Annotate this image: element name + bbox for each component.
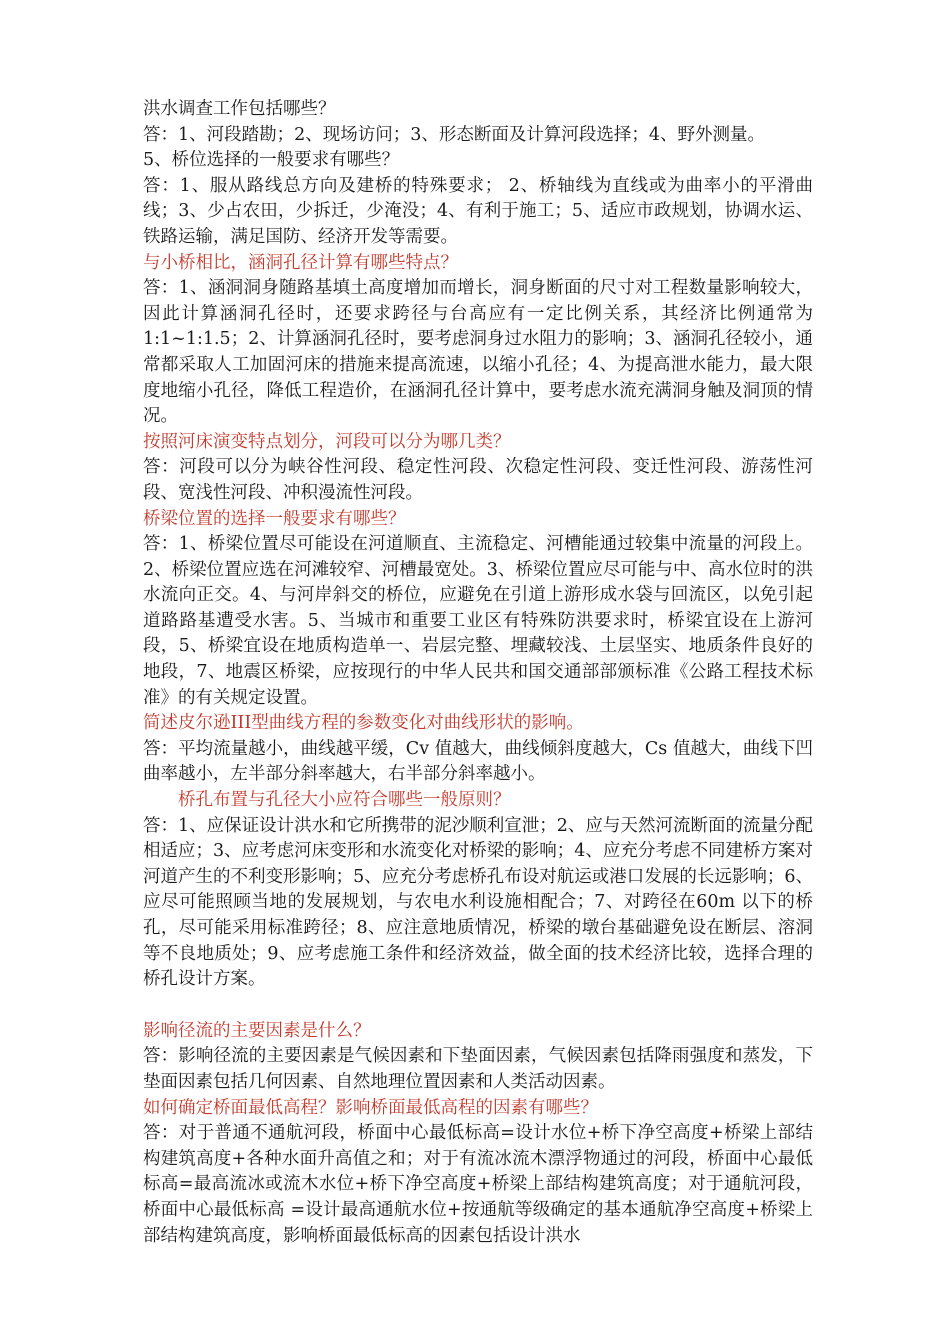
question-8: 影响径流的主要因素是什么？	[143, 1020, 371, 1041]
question-3: 与小桥相比，涵洞孔径计算有哪些特点？	[143, 252, 458, 273]
answer-2: 答：1、服从路线总方向及建桥的特殊要求； 2、桥轴线为直线或为曲率小的平滑曲线；3、少占农田，少拆迁，少淹没；4、有利于施工；5、适应市政规划，协调水运、铁路运输，满足国防、经济开发等需要。	[143, 175, 813, 247]
question-9: 如何确定桥面最低高程？影响桥面最低高程的因素有哪些？	[143, 1097, 598, 1118]
answer-1: 答：1、河段踏勘；2、现场访问；3、形态断面及计算河段选择；4、野外测量。	[143, 124, 766, 145]
answer-6: 答：平均流量越小，曲线越平缓，Cv 值越大，曲线倾斜度越大，Cs 值越大，曲线下凹曲率越小，左半部分斜率越大，右半部分斜率越小。	[143, 738, 813, 785]
answer-4: 答：河段可以分为峡谷性河段、稳定性河段、次稳定性河段、变迁性河段、游荡性河段、宽浅性河段、冲积漫流性河段。	[143, 457, 813, 503]
question-5: 桥梁位置的选择一般要求有哪些？	[143, 508, 406, 529]
answer-7: 答：1、应保证设计洪水和它所携带的泥沙顺利宣泄；2、应与天然河流断面的流量分配相适应；3、应考虑河床变形和水流变化对桥梁的影响；4、应充分考虑不同建桥方案对河道产生的不利变形影响；5、应充分考虑桥孔布设对航运或港口发展的长远影响；6、应尽可能照顾当地的发展规划，与农电水利设施相配合；7、对跨径在60m 以下的桥孔，尽可能采用标准跨径；8、应注意地质情况，桥梁的墩台基础避免设在断层、溶洞等不良地质处；9、应考虑施工条件和经济效益，做全面的技术经济比较，选择合理的桥孔设计方案。	[143, 815, 813, 990]
answer-3: 答：1、涵洞洞身随路基填土高度增加而增长，洞身断面的尺寸对工程数量影响较大，因此计算涵洞孔径时，还要求跨径与台高应有一定比例关系，其经济比例通常为 1:1~1:1.5；2、计算涵洞孔径时，要考虑洞身过水阻力的影响；3、涵洞孔径较小，通常都采取人工加固河床的措施来提高流速，以缩小孔径；4、为提高泄水能力，最大限度地缩小孔径，降低工程造价，在涵洞孔径计算中，要考虑水流充满洞身触及洞顶的情况。	[143, 278, 813, 427]
document-page	[143, 97, 813, 1249]
answer-9: 答：对于普通不通航河段，桥面中心最低标高=设计水位+桥下净空高度+桥梁上部结构建筑高度+各种水面升高值之和；对于有流冰流木漂浮物通过的河段，桥面中心最低标高=最高流冰或流木水位+桥下净空高度+桥梁上部结构建筑高度；对于通航河段，桥面中心最低标高 =设计最高通航水位+按通航等级确定的基本通航净空高度+桥梁上部结构建筑高度，影响桥面最低标高的因素包括设计洪水	[143, 1123, 813, 1246]
answer-5: 答：1、桥梁位置尽可能设在河道顺直、主流稳定、河槽能通过较集中流量的河段上。2、桥梁位置应选在河滩较窄、河槽最宽处。3、桥梁位置应尽可能与中、高水位时的洪水流向正交。4、与河岸斜交的桥位，应避免在引道上游形成水袋与回流区，以免引起道路路基遭受水害。5、当城市和重要工业区有特殊防洪要求时，桥梁宜设在上游河段，5、桥梁宜设在地质构造单一、岩层完整、埋藏较浅、土层坚实、地质条件良好的地段，7、地震区桥梁，应按现行的中华人民共和国交通部部颁标准《公路工程技术标准》的有关规定设置。	[143, 534, 813, 708]
question-7: 桥孔布置与孔径大小应符合哪些一般原则？	[178, 790, 511, 811]
answer-8: 答：影响径流的主要因素是气候因素和下垫面因素，气候因素包括降雨强度和蒸发，下垫面因素包括几何因素、自然地理位置因素和人类活动因素。	[143, 1046, 813, 1092]
question-6: 简述皮尔逊III型曲线方程的参数变化对曲线形状的影响。	[143, 713, 584, 734]
question-2: 5、桥位选择的一般要求有哪些？	[143, 150, 400, 171]
paragraph-gap	[143, 993, 813, 1019]
question-1: 洪水调查工作包括哪些？	[143, 99, 336, 119]
question-4: 按照河床演变特点划分，河段可以分为哪几类？	[143, 431, 511, 452]
